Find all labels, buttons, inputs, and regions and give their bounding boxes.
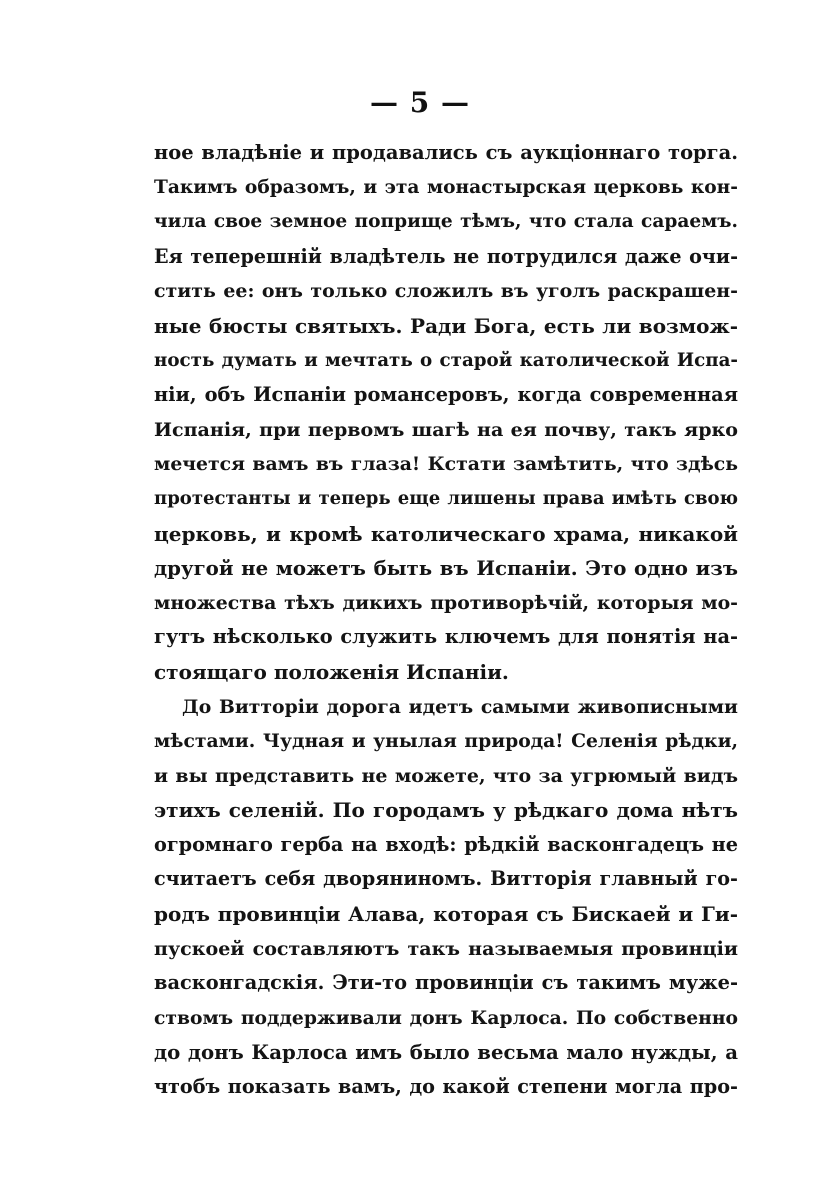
text-line: ніи, объ Испаніи романсеровъ, когда современная <box>154 383 738 407</box>
text-line: чила свое земное поприще тѣмъ, что стала сараемъ. <box>154 211 738 233</box>
text-line: чтобъ показать вамъ, до какой степени могла про- <box>154 1075 738 1099</box>
text-line: этихъ селеній. По городамъ у рѣдкаго дома нѣтъ <box>154 798 738 823</box>
text-line: родъ провинціи Алава, которая съ Бискаей и Ги- <box>154 902 738 927</box>
text-line: ное владѣніе и продавались съ аукціоннаго торга. <box>154 141 738 164</box>
text-line: Такимъ образомъ, и эта монастырская церковь кон- <box>154 176 738 198</box>
text-line: до донъ Карлоса имъ было весьма мало нужды, а <box>154 1040 738 1065</box>
text-line: считаетъ себя дворяниномъ. Витторія главный го- <box>154 867 738 891</box>
paragraph-2 <box>154 690 738 1105</box>
text-line: огромнаго герба на входѣ: рѣдкій васконгадецъ не <box>154 832 738 856</box>
text-line: ствомъ поддерживали донъ Карлоса. По собственно <box>154 1006 738 1029</box>
text-line: мечется вамъ въ глаза! Кстати замѣтить, что здѣсь <box>154 453 738 476</box>
text-line: мѣстами. Чудная и унылая природа! Селенія рѣдки, <box>154 730 738 753</box>
paragraph-1 <box>154 136 738 690</box>
text-line: гутъ нѣсколько служить ключемъ для понятія на- <box>154 625 738 649</box>
text-line: Ея теперешній владѣтель не потрудился даже очи- <box>154 244 738 268</box>
body-text <box>154 136 738 1105</box>
text-line: пускоей составляютъ такъ называемыя провинціи <box>154 937 738 960</box>
page-number: — 5 — <box>370 86 470 119</box>
text-line: другой не можетъ быть въ Испаніи. Это одно изъ <box>154 556 738 581</box>
text-line: церковь, и кромѣ католическаго храма, никакой <box>154 521 738 546</box>
text-line: До Витторіи дорога идетъ самыми живописными <box>182 695 738 718</box>
text-line: множества тѣхъ дикихъ противорѣчій, которыя мо- <box>154 591 738 614</box>
text-line: ность думать и мечтать о старой католической Испа- <box>154 349 738 371</box>
text-line: стить ее: онъ только сложилъ въ уголъ раскрашен- <box>154 280 738 303</box>
text-line: и вы представить не можете, что за угрюмый видъ <box>154 764 738 787</box>
text-line: Испанія, при первомъ шагѣ на ея почву, такъ ярко <box>154 418 738 441</box>
text-line: васконгадскія. Эти-то провинціи съ такимъ муже- <box>154 971 738 995</box>
text-line: протестанты и теперь еще лишены права имѣть свою <box>154 487 738 509</box>
text-line: ные бюсты святыхъ. Ради Бога, есть ли возмож- <box>154 313 738 338</box>
text-line: стоящаго положенія Испаніи. <box>154 659 509 684</box>
